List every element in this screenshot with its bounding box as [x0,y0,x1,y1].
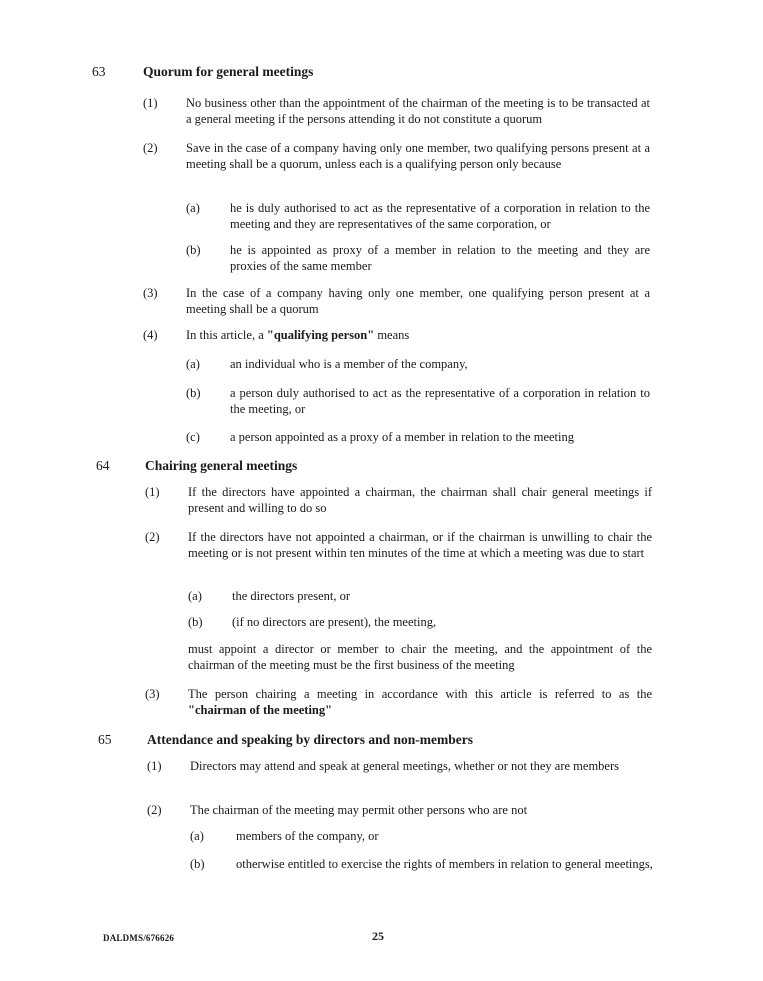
article-65-p2a-text: members of the company, or [236,829,379,843]
article-63-p4a-label: (a) [186,357,200,371]
article-65-p1-text: Directors may attend and speak at general meetings, whether or not they are members [190,759,620,773]
article-64-p2-label: (2) [145,530,160,544]
article-64-p2b-text: (if no directors are present), the meeting, [232,615,437,629]
article-64-p1-text: If the directors have appointed a chairman, the chairman shall chair general meetings if present and willing to do so [188,485,652,515]
article-63-p4-label: (4) [143,328,158,342]
article-65-heading: Attendance and speaking by directors and non-members [147,732,474,747]
article-63-p2a-text: he is duly authorised to act as the representative of a corporation in relation to the meeting and they are representatives of the same corporation, or [230,201,650,231]
article-63-p4-text: In this article, a "qualifying person" means [186,328,410,342]
article-63-p2a-label: (a) [186,201,200,215]
article-63-p4c-label: (c) [186,430,200,444]
document-reference: DALDMS/676626 [103,933,175,943]
article-65-p2b-label: (b) [190,857,205,871]
article-64-number: 64 [96,458,110,473]
article-64-p2-text: If the directors have not appointed a chairman, or if the chairman is unwilling to chair the meeting or is not present within ten minutes of the time at which a meeting was due to start [188,530,652,560]
article-63-number: 63 [92,64,106,79]
defined-term-qualifying-person: "qualifying person" [266,328,375,342]
article-64-p2a-text: the directors present, or [232,589,351,603]
article-63-p2-label: (2) [143,141,158,155]
article-64-heading: Chairing general meetings [145,458,298,473]
article-65-p1-label: (1) [147,759,162,773]
article-63-p2b-text: he is appointed as proxy of a member in relation to the meeting and they are proxies of the same member [230,243,650,273]
defined-term-chairman-of-the-meeting: "chairman of the meeting" [188,703,333,717]
article-65-p2-label: (2) [147,803,162,817]
article-63-p3-label: (3) [143,286,158,300]
article-63-p3-text: In the case of a company having only one member, one qualifying person present at a meeting shall be a quorum [186,286,650,316]
article-64-p3-text: The person chairing a meeting in accordance with this article is referred to as the "chairman of the meeting" [188,687,652,717]
article-65-p2a-label: (a) [190,829,204,843]
article-64-p2b-label: (b) [188,615,203,629]
article-63-p4c-text: a person appointed as a proxy of a member in relation to the meeting [230,430,574,444]
page-number: 25 [372,929,384,943]
article-63-p2-text: Save in the case of a company having only one member, two qualifying persons present at a meeting shall be a quorum, unless each is a qualifying person only because [186,141,650,171]
article-63-p4a-text: an individual who is a member of the company, [230,357,468,371]
article-63-heading: Quorum for general meetings [143,64,314,79]
article-65-p2b-text: otherwise entitled to exercise the rights of members in relation to general meetings, [236,857,653,871]
article-63-p4b-label: (b) [186,386,201,400]
article-63-p4b-text: a person duly authorised to act as the representative of a corporation in relation to the meeting, or [230,386,650,416]
article-65-p2-text: The chairman of the meeting may permit other persons who are not [190,803,528,817]
article-63-p1-text: No business other than the appointment of the chairman of the meeting is to be transacted at a general meeting if the persons attending it do not constitute a quorum [186,96,650,126]
article-63-p1-label: (1) [143,96,158,110]
article-64-p2-continuation: must appoint a director or member to chair the meeting, and the appointment of the chairman of the meeting must be the first business of the meeting [188,642,652,672]
article-64-p1-label: (1) [145,485,160,499]
article-64-p2a-label: (a) [188,589,202,603]
article-63-p2b-label: (b) [186,243,201,257]
article-64-p3-label: (3) [145,687,160,701]
article-65-number: 65 [98,732,112,747]
